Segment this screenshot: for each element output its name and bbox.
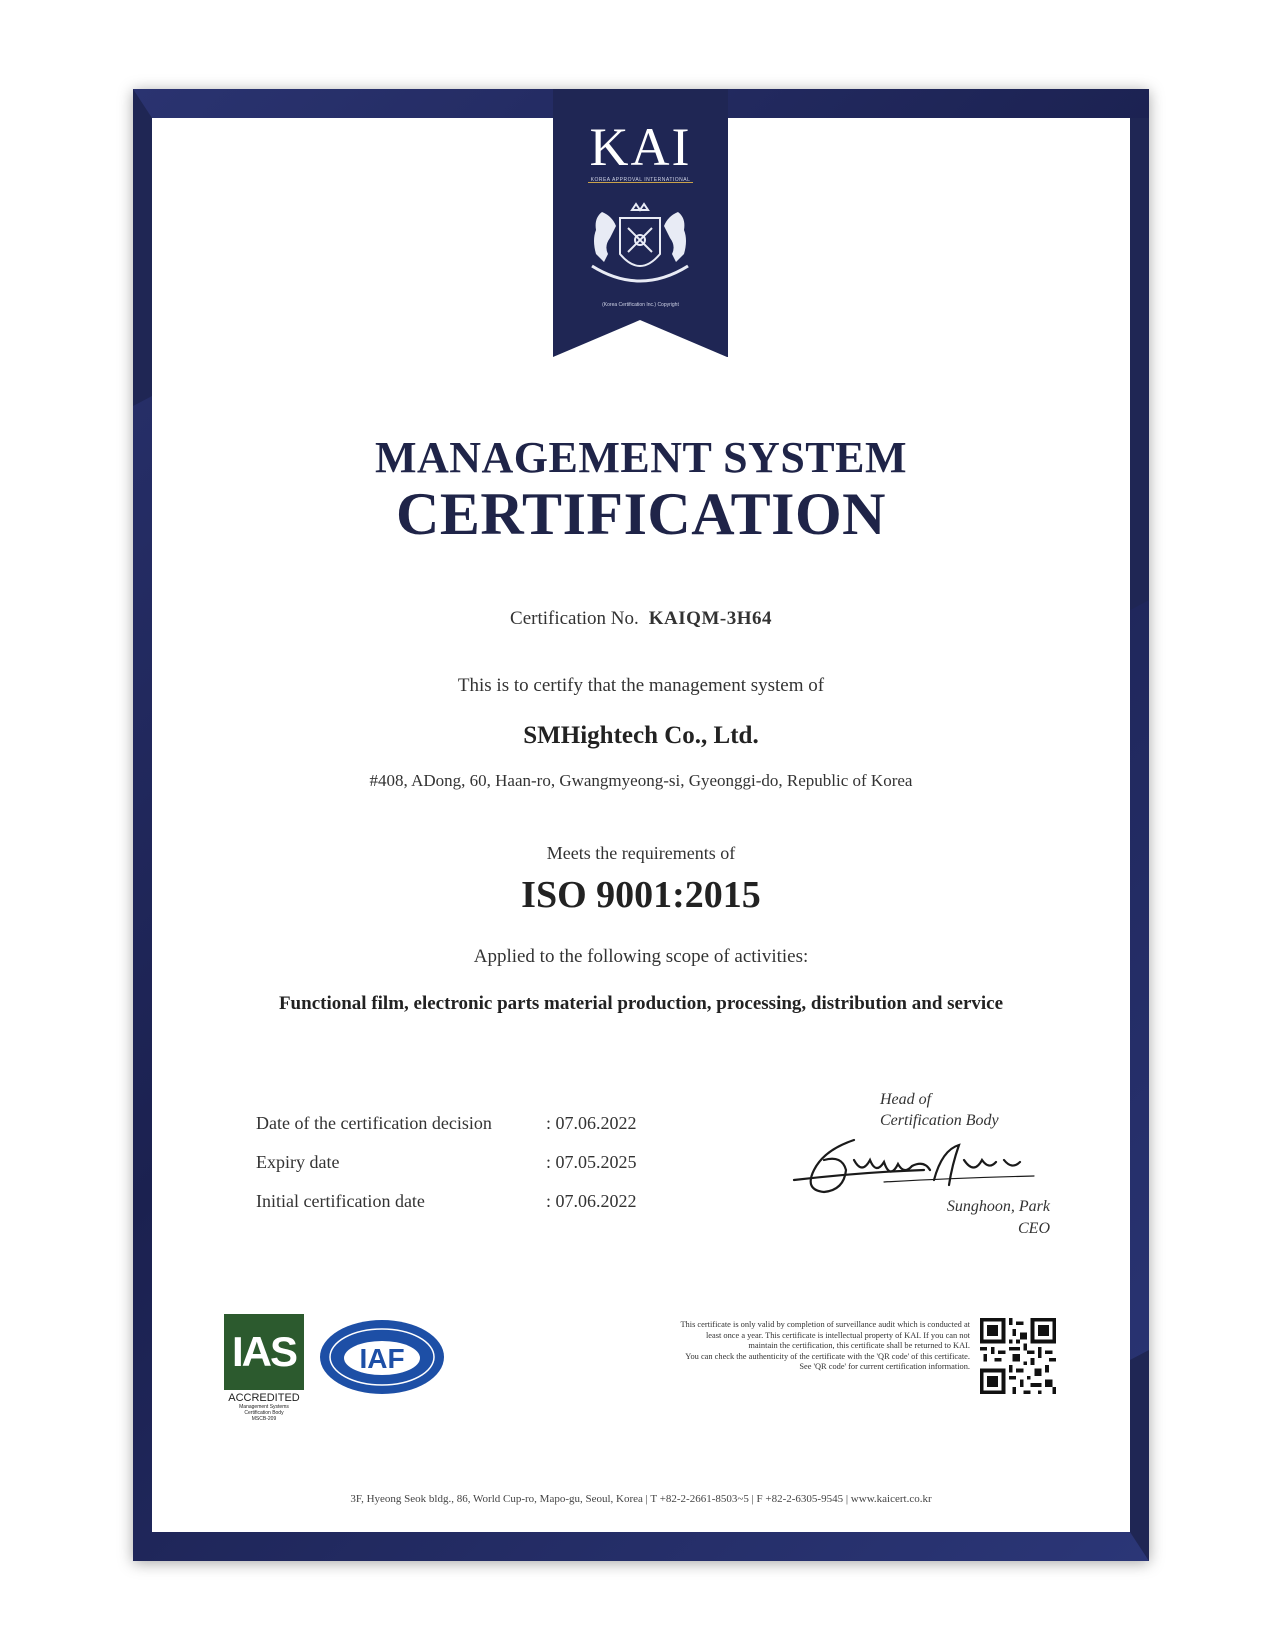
signatory-role: CEO (1018, 1219, 1050, 1237)
signatory-name: Sunghoon, Park (946, 1198, 1050, 1215)
certification-label: Certification No. (510, 608, 639, 629)
date-value: : 07.05.2025 (546, 1152, 637, 1172)
notice-line: maintain the certification, this certificate shall be returned to KAI. (748, 1341, 970, 1350)
date-value: : 07.06.2022 (546, 1191, 637, 1211)
signatory-head-line1: Head of (880, 1091, 932, 1108)
applied-text: Applied to the following scope of activities: (473, 946, 809, 967)
qr-code-icon[interactable] (980, 1318, 1056, 1394)
ias-small-line2: Certification Body (244, 1410, 284, 1416)
validity-notice (480, 1320, 970, 1373)
meets-text: Meets the requirements of (546, 843, 736, 863)
date-label: Initial certification date (256, 1191, 425, 1211)
date-label: Expiry date (256, 1152, 340, 1172)
date-label: Date of the certification decision (256, 1113, 492, 1133)
logo-caption: (Korea Certification Inc.) Copyright (602, 302, 679, 308)
ias-accredited-text: ACCREDITED (228, 1392, 300, 1404)
ias-logo-text: IAS (224, 1314, 304, 1390)
date-value: : 07.06.2022 (546, 1113, 637, 1133)
footer-contact: 3F, Hyeong Seok bldg., 86, World Cup-ro, Mapo-gu, Seoul, Korea | T +82-2-2661-8503~5 | F +82-2-6305-9545 | www.kaicert.co.kr (350, 1493, 932, 1505)
signatory-name-block (880, 1196, 1050, 1239)
ias-accreditation-logo (224, 1314, 304, 1422)
certify-text: This is to certify that the management system of (457, 675, 825, 696)
ribbon-notch (553, 320, 727, 357)
scope-text: Functional film, electronic parts material production, processing, distribution and service (278, 993, 1004, 1014)
kai-logo-text: KAI (589, 117, 692, 177)
notice-line: You can check the authenticity of the certificate with the 'QR code' of this certificate. (685, 1351, 970, 1361)
notice-line: least once a year. This certificate is intellectual property of KAI. If you can not (705, 1330, 970, 1340)
certification-number-row (152, 608, 1130, 630)
crest-icon (574, 196, 706, 300)
ias-small-line3: MSCB-209 (251, 1416, 277, 1422)
company-name: SMHightech Co., Ltd. (523, 722, 759, 749)
signatory-head-line2: Certification Body (880, 1111, 999, 1129)
iaf-logo-text: IAF (359, 1343, 405, 1374)
title-line2: CERTIFICATION (395, 481, 886, 547)
logo-subtitle: KOREA APPROVAL INTERNATIONAL (590, 177, 691, 183)
iaf-logo-icon (318, 1318, 446, 1396)
title-line1: MANAGEMENT SYSTEM (374, 433, 908, 482)
standard-name: ISO 9001:2015 (521, 874, 761, 916)
ias-small-line1: Management Systems (239, 1404, 289, 1410)
notice-line: See 'QR code' for current certification information. (799, 1362, 970, 1371)
certification-number: KAIQM-3H64 (648, 608, 772, 629)
notice-line: This certificate is only valid by completion of surveillance audit which is conducted at (680, 1320, 970, 1329)
company-address: #408, ADong, 60, Haan-ro, Gwangmyeong-si, Gyeonggi-do, Republic of Korea (369, 771, 913, 790)
